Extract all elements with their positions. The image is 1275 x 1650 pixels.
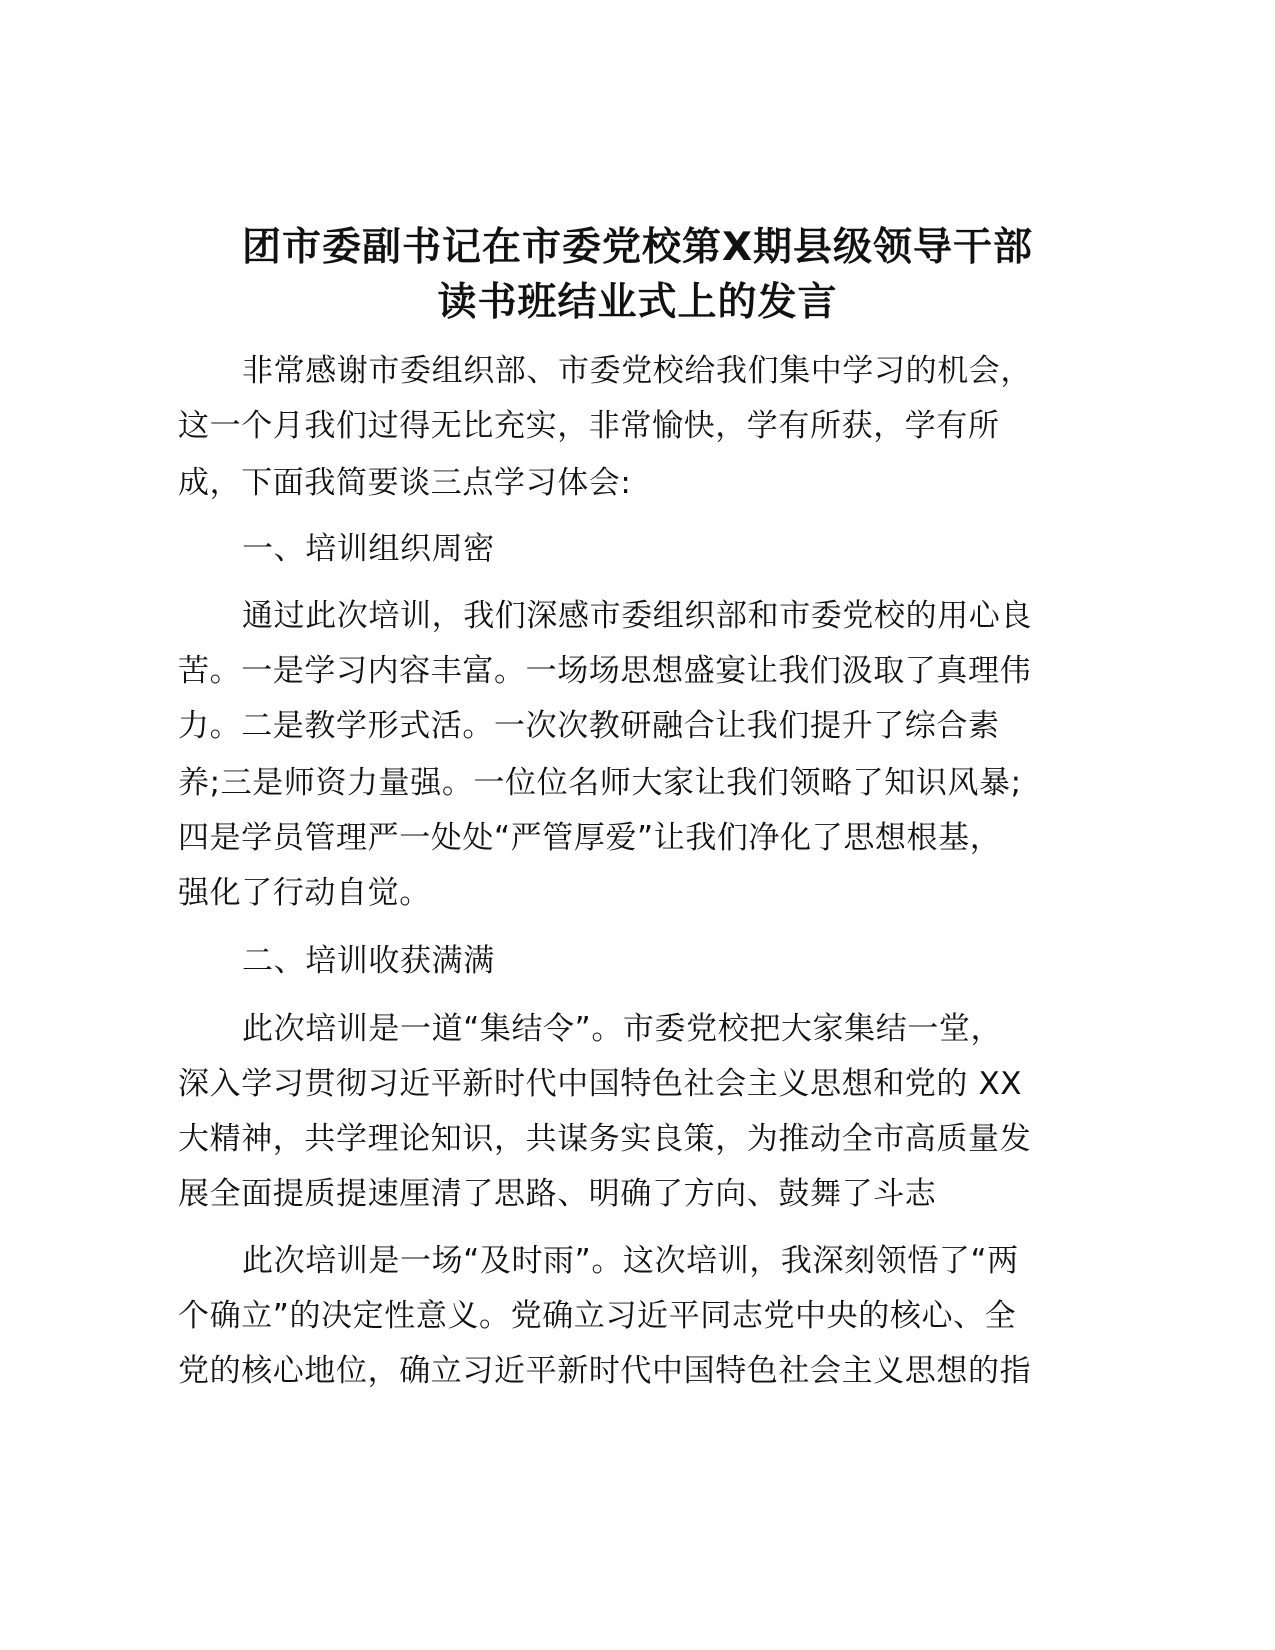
paragraph-line: 这一个月我们过得无比充实，非常愉快，学有所获，学有所	[178, 408, 1000, 444]
paragraph-line: 成，下面我简要谈三点学习体会:	[178, 465, 632, 501]
paragraph-line: 强化了行动自觉。	[178, 875, 431, 911]
paragraph-line: 非常感谢市委组织部、市委党校给我们集中学习的机会，	[242, 353, 1032, 389]
paragraph-line: 苦。一是学习内容丰富。一场场思想盛宴让我们汲取了真理伟	[178, 653, 1032, 689]
paragraph-line: 四是学员管理严一处处“严管厚爱”让我们净化了思想根基，	[178, 820, 1002, 856]
paragraph-line: 党的核心地位，确立习近平新时代中国特色社会主义思想的指	[178, 1353, 1032, 1389]
paragraph-line: 此次培训是一场“及时雨”。这次培训，我深刻领悟了“两	[242, 1243, 1019, 1279]
section-heading: 一、培训组织周密	[242, 531, 495, 567]
paragraph-line: 养;三是师资力量强。一位位名师大家让我们领略了知识风暴;	[178, 765, 1022, 801]
section-heading: 二、培训收获满满	[242, 943, 495, 979]
document-title-line-1: 团市委副书记在市委党校第Ⅹ期县级领导干部	[241, 225, 1034, 270]
paragraph-line: 通过此次培训，我们深感市委组织部和市委党校的用心良	[242, 598, 1032, 634]
paragraph-line: 力。二是教学形式活。一次次教研融合让我们提升了综合素	[178, 708, 1000, 744]
paragraph-line: 此次培训是一道“集结令”。市委党校把大家集结一堂，	[242, 1011, 1003, 1047]
paragraph-line: 个确立”的决定性意义。党确立习近平同志党中央的核心、全	[178, 1298, 1017, 1334]
paragraph-line: 深入学习贯彻习近平新时代中国特色社会主义思想和党的 XX	[178, 1066, 1023, 1102]
paragraph-line: 大精神，共学理论知识，共谋务实良策，为推动全市高质量发	[178, 1121, 1032, 1157]
document-title-line-2: 读书班结业式上的发言	[437, 280, 838, 325]
paragraph-line: 展全面提质提速厘清了思路、明确了方向、鼓舞了斗志	[178, 1176, 937, 1212]
